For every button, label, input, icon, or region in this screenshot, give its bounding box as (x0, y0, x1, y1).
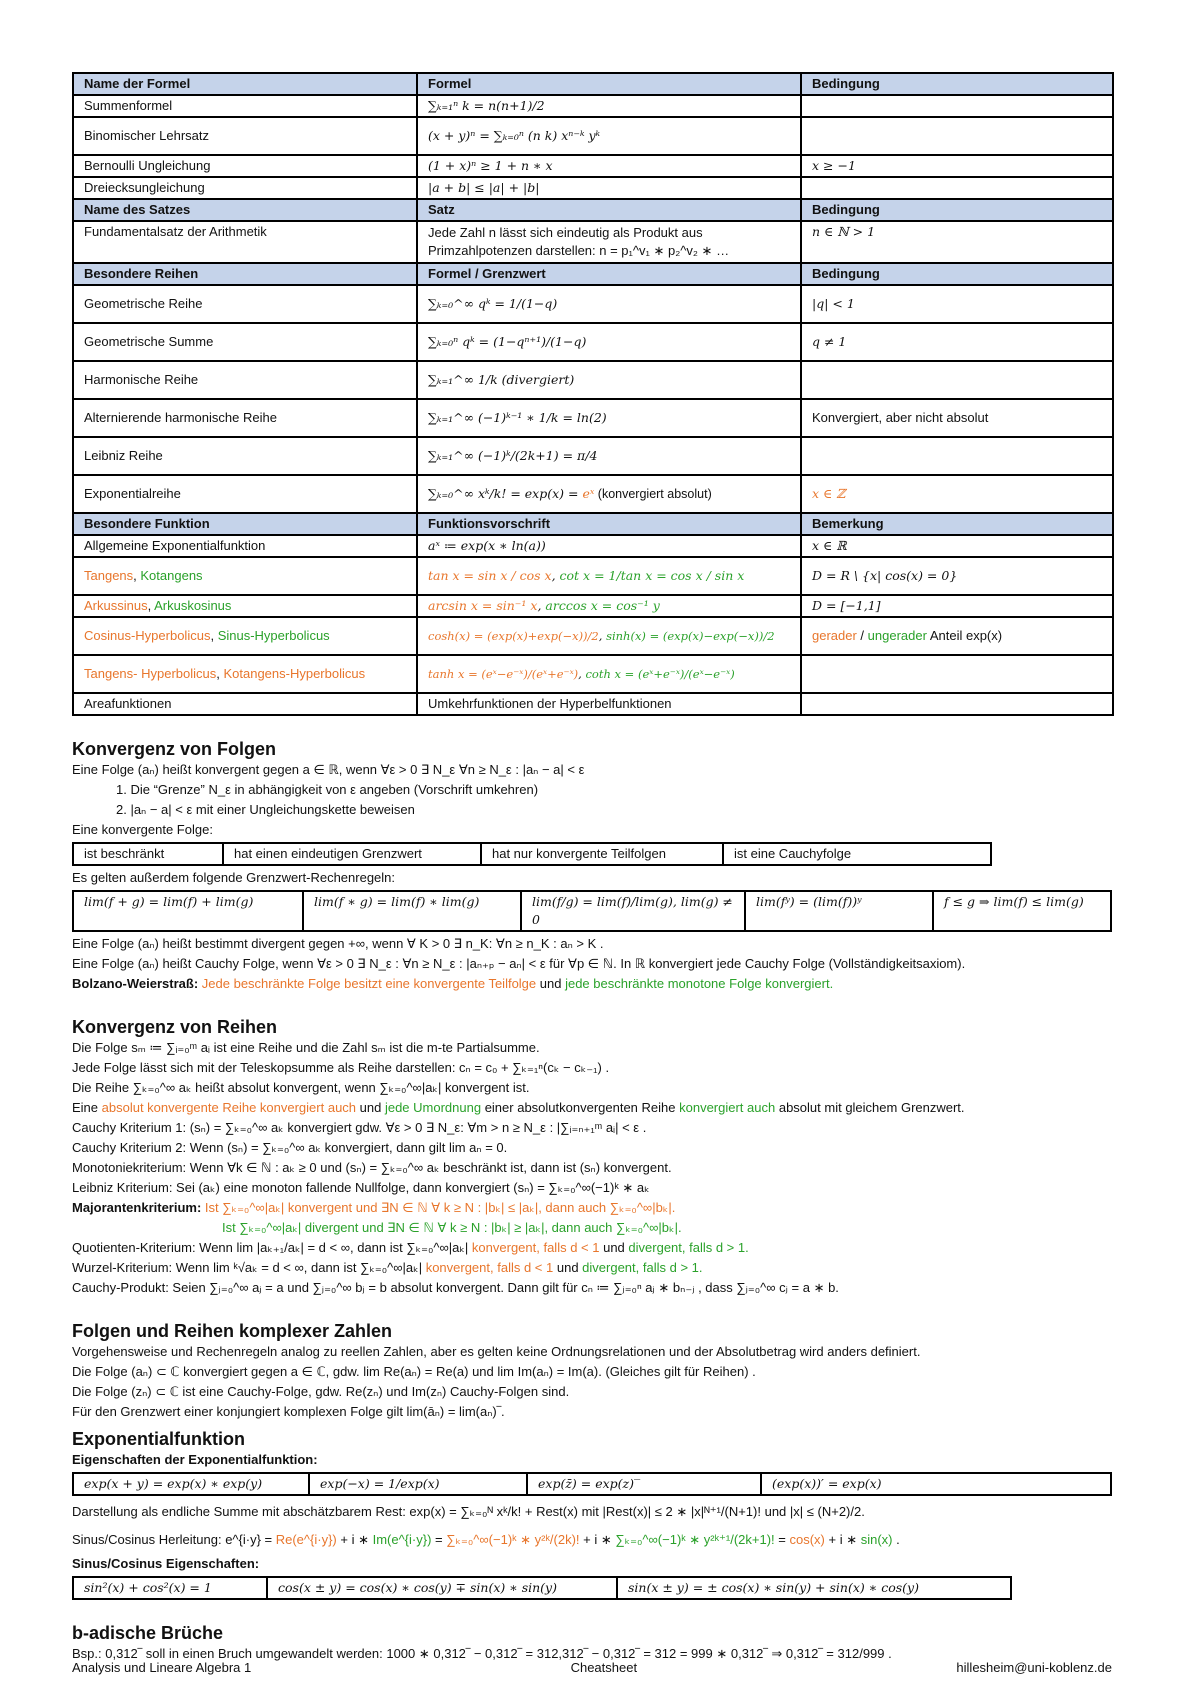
text-line: Sinus/Cosinus Eigenschaften: (72, 1556, 260, 1571)
text-line: Die Reihe ∑ₖ₌₀^∞ aₖ heißt absolut konvergent, wenn ∑ₖ₌₀^∞|aₖ| konvergent ist. (72, 1080, 530, 1095)
section-title: b-adische Brüche (72, 1623, 224, 1643)
condition-cell (801, 655, 1113, 693)
text-line: Darstellung als endliche Summe mit abschätzbarem Rest: exp(x) = ∑ₖ₌₀ᴺ xᵏ/k! + Rest(x) mit |Rest(x)| ≤ 2 ∗ |x|ᴺ⁺¹/(N+1)! und |x| ≤ (N+2)/2. (72, 1504, 865, 1519)
formula-cell: (x + y)ⁿ = ∑ₖ₌₀ⁿ (n k) xⁿ⁻ᵏ yᵏ (417, 117, 801, 155)
formula-cell (417, 475, 801, 513)
table-cell: Geometrische Summe (73, 323, 417, 361)
highlight-text: Re(e^{i·y}) (275, 1532, 337, 1547)
plain-text: + i ∗ (336, 1532, 373, 1547)
highlight-text: jede beschränkte monotone Folge konvergiert. (565, 976, 834, 991)
property-cell: ist eine Cauchyfolge (734, 846, 852, 861)
highlight-text: jede Umordnung (384, 1100, 482, 1115)
table-cell: Dreiecksungleichung (73, 177, 417, 199)
table-row (73, 285, 1113, 323)
footer-title: Cheatsheet (570, 1660, 638, 1675)
plain-text: Eine (72, 1100, 102, 1115)
table-row (73, 693, 1113, 715)
property-cell: hat nur konvergente Teilfolgen (482, 844, 724, 864)
formula-text: ∑ₖ₌₀^∞ xᵏ/k! = exp(x) = (428, 486, 583, 501)
condition-cell: gerader / ungerader Anteil exp(x) (801, 617, 1113, 655)
table-cell (801, 361, 1113, 399)
header-cell: Bedingung (801, 73, 1113, 95)
table-cell: Leibniz Reihe (73, 437, 417, 475)
table-row (73, 95, 1113, 117)
list-item: 2. |aₙ − a| < ε mit einer Ungleichungskette beweisen (116, 802, 415, 817)
highlight-text: konvergent, falls d < 1 (425, 1260, 554, 1275)
formula-cell: ∑ₖ₌₀^∞ qᵏ = 1/(1−q) (417, 285, 801, 323)
plain-text: und (599, 1240, 629, 1255)
text-line: Eine Folge (aₙ) heißt konvergent gegen a ∈ ℝ, wenn ∀ε > 0 ∃ N_ε ∀n ≥ N_ε : |aₙ − a| < ε (72, 762, 585, 777)
table-header-row (73, 199, 1113, 221)
formula-text: tanh x = (eˣ−e⁻ˣ)/(eˣ+e⁻ˣ) (428, 667, 579, 681)
formula-cell: Jede Zahl n lässt sich eindeutig als Produkt aus Primzahlpotenzen darstellen: n = p₁^v₁ ∗ p₂^v₂ ∗ … (417, 221, 801, 263)
table-cell (801, 117, 1113, 155)
plain-text: Sinus/Cosinus Herleitung: e^{i·y} = (72, 1532, 276, 1547)
formula-highlight: eˣ (582, 486, 595, 501)
condition-cell: n ∈ ℕ > 1 (801, 221, 1113, 263)
remark-text: ungerader (867, 628, 927, 643)
property-cell: exp(x + y) = exp(x) ∗ exp(y) (74, 1474, 310, 1494)
text-line: Bsp.: 0,312‾ soll in einen Bruch umgewandelt werden: 1000 ∗ 0,312‾ − 0,312‾ = 312,312‾ − 0,312‾ = 312 = 999 ∗ 0,312‾ ⇒ 0,312‾ = 312/999 . (72, 1646, 892, 1661)
table-row (73, 535, 1113, 557)
table-header-row (73, 73, 1113, 95)
formula-cell: aˣ ≔ exp(x ∗ ln(a)) (417, 535, 801, 557)
text-line: Die Folge (aₙ) ⊂ ℂ konvergiert gegen a ∈ ℂ, gdw. lim Re(aₙ) = Re(a) und lim Im(aₙ) = Im(a). (Gleiches gilt für Reihen) . (72, 1364, 756, 1379)
plain-text: und (553, 1260, 583, 1275)
text-line: Cauchy Kriterium 2: Wenn (sₙ) = ∑ₖ₌₀^∞ aₖ konvergiert, dann gilt lim aₙ = 0. (72, 1140, 508, 1155)
formula-cell: tan x = sin x / cos x, cot x = 1/tan x = cos x / sin x (417, 557, 801, 595)
document-page (72, 72, 1112, 1664)
exp-properties-box (72, 1472, 1112, 1496)
highlight-text: absolut konvergente Reihe konvergiert auch (101, 1100, 357, 1115)
text-line: Es gelten außerdem folgende Grenzwert-Rechenregeln: (72, 870, 396, 885)
table-cell: Areafunktionen (73, 693, 417, 715)
formula-text: cot x = 1/tan x = cos x / sin x (559, 568, 745, 583)
condition-cell: x ∈ ℝ (801, 535, 1113, 557)
text-line: Die Folge (zₙ) ⊂ ℂ ist eine Cauchy-Folge, gdw. Re(zₙ) und Im(zₙ) Cauchy-Folgen sind. (72, 1384, 570, 1399)
property-box (72, 842, 992, 866)
text-line (72, 1098, 1112, 1118)
text-line: Cauchy-Produkt: Seien ∑ⱼ₌₀^∞ aⱼ = a und ∑ⱼ₌₀^∞ bⱼ = b absolut konvergent. Dann gilt für cₙ ≔ ∑ⱼ₌₀ⁿ aⱼ ∗ bₙ₋ⱼ , dass ∑ⱼ₌₀^∞ cⱼ = a ∗ b. (72, 1280, 839, 1295)
formula-text: cosh(x) = (exp(x)+exp(−x))/2 (428, 629, 599, 643)
text-line: Ist ∑ₖ₌₀^∞|aₖ| divergent und ∃N ∈ ℕ ∀ k ≥ N : |bₖ| ≥ |aₖ|, dann auch ∑ₖ₌₀^∞|bₖ|. (222, 1220, 682, 1235)
highlight-text: konvergiert auch (679, 1100, 776, 1115)
formula-text: sinh(x) = (exp(x)−exp(−x))/2 (606, 629, 775, 643)
term-label: Bolzano-Weierstraß: (72, 976, 199, 991)
table-row (73, 221, 1113, 263)
formula-cell: |a + b| ≤ |a| + |b| (417, 177, 801, 199)
table-cell: Exponentialreihe (73, 475, 417, 513)
table-row (73, 399, 1113, 437)
condition-cell: x ≥ −1 (801, 155, 1113, 177)
plain-text: einer absolutkonvergenten Reihe (481, 1100, 680, 1115)
function-name: Tangens (84, 568, 134, 583)
header-cell: Satz (417, 199, 801, 221)
highlight-text: ∑ₖ₌₀^∞(−1)ᵏ ∗ y²ᵏ/(2k)! (446, 1532, 580, 1547)
section-title: Konvergenz von Folgen (72, 739, 277, 759)
text-line: Eine konvergente Folge: (72, 822, 213, 837)
remark-text: gerader (812, 628, 857, 643)
formula-cell: ∑ₖ₌₁^∞ (−1)ᵏ/(2k+1) = π/4 (417, 437, 801, 475)
section-folgen (72, 738, 1112, 994)
function-name: Sinus-Hyperbolicus (217, 628, 330, 643)
function-name: Tangens- Hyperbolicus (84, 666, 217, 681)
trig-properties-box (72, 1576, 1012, 1600)
table-row (73, 177, 1113, 199)
highlight-text: Jede beschränkte Folge besitzt eine konvergente Teilfolge (198, 976, 537, 991)
property-cell: exp(−x) = 1/exp(x) (310, 1474, 528, 1494)
table-row (73, 475, 1113, 513)
section-title: Folgen und Reihen komplexer Zahlen (72, 1321, 393, 1341)
table-cell (801, 437, 1113, 475)
text-line: Jede Folge lässt sich mit der Teleskopsumme als Reihe darstellen: cₙ = c₀ + ∑ₖ₌₁ⁿ(cₖ − cₖ₋₁) . (72, 1060, 610, 1075)
highlight-text: sin(x) (860, 1532, 893, 1547)
table-row (73, 617, 1113, 655)
section-badisch (72, 1622, 1112, 1664)
formula-cell: cosh(x) = (exp(x)+exp(−x))/2, sinh(x) = (exp(x)−exp(−x))/2 (417, 617, 801, 655)
plain-text: Wurzel-Kriterium: Wenn lim ᵏ√aₖ = d < ∞, dann ist ∑ₖ₌₀^∞|aₖ| (72, 1260, 426, 1275)
text-line: Monotoniekriterium: Wenn ∀k ∈ ℕ : aₖ ≥ 0 und (sₙ) = ∑ₖ₌₀^∞ aₖ beschränkt ist, dann ist (sₙ) konvergent. (72, 1160, 672, 1175)
header-cell: Name der Formel (73, 73, 417, 95)
plain-text: + i ∗ (579, 1532, 616, 1547)
table-cell: Umkehrfunktionen der Hyperbelfunktionen (417, 693, 801, 715)
page-footer (72, 1660, 1112, 1675)
highlight-text: ∑ₖ₌₀^∞(−1)ᵏ ∗ y²ᵏ⁺¹/(2k+1)! (615, 1532, 775, 1547)
table-cell: Geometrische Reihe (73, 285, 417, 323)
table-row (73, 437, 1113, 475)
table-cell: Tangens- Hyperbolicus, Kotangens-Hyperbolicus (73, 655, 417, 693)
rule-cell: lim(f/g) = lim(f)/lim(g), lim(g) ≠ 0 (522, 892, 746, 930)
text-line (72, 974, 1112, 994)
section-reihen (72, 1016, 1112, 1298)
rule-cell: lim(f ∗ g) = lim(f) ∗ lim(g) (304, 892, 522, 930)
function-name: Arkuskosinus (154, 598, 232, 613)
table-header-row (73, 263, 1113, 285)
highlight-text: divergent, falls d > 1. (628, 1240, 749, 1255)
function-name: Arkussinus (84, 598, 148, 613)
text-line: Eine Folge (aₙ) heißt Cauchy Folge, wenn ∀ε > 0 ∃ N_ε : ∀n ≥ N_ε : |aₙ₊ₚ − aₙ| < ε für ∀p ∈ ℕ. In ℝ konvergiert jede Cauchy Folge (Vollständigkeitsaxiom). (72, 956, 966, 971)
table-cell (801, 693, 1113, 715)
formula-cell: ∑ₖ₌₁ⁿ k = n(n+1)/2 (417, 95, 801, 117)
condition-cell: |q| < 1 (801, 285, 1113, 323)
header-cell: Formel / Grenzwert (417, 263, 801, 285)
formula-cell: ∑ₖ₌₀ⁿ qᵏ = (1−qⁿ⁺¹)/(1−q) (417, 323, 801, 361)
table-row (73, 595, 1113, 617)
property-cell: hat einen eindeutigen Grenzwert (224, 844, 482, 864)
text-line: Die Folge sₘ ≔ ∑ᵢ₌₀ᵐ aᵢ ist eine Reihe und die Zahl sₘ ist die m-te Partialsumme. (72, 1040, 540, 1055)
table-header-row (73, 513, 1113, 535)
header-cell: Besondere Reihen (73, 263, 417, 285)
header-cell: Funktionsvorschrift (417, 513, 801, 535)
text-line (72, 1258, 1112, 1278)
header-cell: Formel (417, 73, 801, 95)
highlight-text: divergent, falls d > 1. (582, 1260, 703, 1275)
text-line: Cauchy Kriterium 1: (sₙ) = ∑ₖ₌₀^∞ aₖ konvergiert gdw. ∀ε > 0 ∃ N_ε: ∀m > n ≥ N_ε : |∑ᵢ₌ₙ₊₁ᵐ aᵢ| < ε . (72, 1120, 647, 1135)
remark-text: Anteil exp(x) (926, 628, 1003, 643)
rule-cell: lim(f + g) = lim(f) + lim(g) (74, 892, 304, 930)
table-cell: Allgemeine Exponentialfunktion (73, 535, 417, 557)
property-cell: (exp(x))′ = exp(x) (772, 1476, 882, 1491)
plain-text: = (774, 1532, 790, 1547)
formula-text: coth x = (eˣ+e⁻ˣ)/(eˣ−e⁻ˣ) (585, 667, 735, 681)
table-cell: Arkussinus, Arkuskosinus (73, 595, 417, 617)
table-row (73, 655, 1113, 693)
term-label: Majorantenkriterium: (72, 1200, 202, 1215)
formula-text: tan x = sin x / cos x (428, 568, 552, 583)
plain-text: und (356, 1100, 385, 1115)
header-cell: Bedingung (801, 263, 1113, 285)
highlight-text: cos(x) (789, 1532, 825, 1547)
table-cell: Bernoulli Ungleichung (73, 155, 417, 177)
footer-email: hillesheim@uni-koblenz.de (956, 1660, 1112, 1675)
table-row (73, 323, 1113, 361)
header-cell: Bemerkung (801, 513, 1113, 535)
formula-cell: ∑ₖ₌₁^∞ 1/k (divergiert) (417, 361, 801, 399)
text-line: Vorgehensweise und Rechenregeln analog zu reellen Zahlen, aber es gelten keine Ordnungsrelationen und der Absolutbetrag wird anders definiert. (72, 1344, 921, 1359)
formula-text: (konvergiert absolut) (594, 487, 712, 501)
table-cell: Alternierende harmonische Reihe (73, 399, 417, 437)
table-cell: Harmonische Reihe (73, 361, 417, 399)
section-exp (72, 1428, 1112, 1600)
text-line: Eigenschaften der Exponentialfunktion: (72, 1452, 318, 1467)
list-item: 1. Die “Grenze” N_ε in abhängigkeit von ε angeben (Vorschrift umkehren) (116, 782, 539, 797)
rule-cell: lim(fʸ) = (lim(f))ʸ (746, 892, 934, 930)
plain-text: . (892, 1532, 900, 1547)
footer-course: Analysis und Lineare Algebra 1 (72, 1660, 252, 1675)
condition-cell: D = R \ {x| cos(x) = 0} (801, 557, 1113, 595)
property-cell: ist beschränkt (74, 844, 224, 864)
condition-cell: x ∈ ℤ (801, 475, 1113, 513)
section-title: Exponentialfunktion (72, 1429, 245, 1449)
text-line (72, 1530, 1112, 1550)
text-line: Eine Folge (aₙ) heißt bestimmt divergent gegen +∞, wenn ∀ K > 0 ∃ n_K: ∀n ≥ n_K : aₙ > K . (72, 936, 604, 951)
condition-cell: Konvergiert, aber nicht absolut (801, 399, 1113, 437)
table-row (73, 557, 1113, 595)
function-name: Cosinus-Hyperbolicus (84, 628, 211, 643)
header-cell: Name des Satzes (73, 199, 417, 221)
function-name: Kotangens (140, 568, 203, 583)
formula-text: arcsin x = sin⁻¹ x (428, 598, 538, 613)
rule-cell: f ≤ g ⇒ lim(f) ≤ lim(g) (944, 894, 1084, 909)
text-line (72, 1198, 1112, 1218)
section-title: Konvergenz von Reihen (72, 1017, 278, 1037)
function-name: Kotangens-Hyperbolicus (223, 666, 366, 681)
highlight-text: konvergent, falls d < 1 (471, 1240, 600, 1255)
table-cell: Tangens, Kotangens (73, 557, 417, 595)
header-cell: Besondere Funktion (73, 513, 417, 535)
property-cell: sin(x ± y) = ± cos(x) ∗ sin(y) + sin(x) ∗ cos(y) (628, 1580, 919, 1595)
table-cell: Fundamentalsatz der Arithmetik (73, 221, 417, 263)
rules-box (72, 890, 1112, 932)
formula-cell: (1 + x)ⁿ ≥ 1 + n ∗ x (417, 155, 801, 177)
plain-text: Quotienten-Kriterium: Wenn lim |aₖ₊₁/aₖ| = d < ∞, dann ist ∑ₖ₌₀^∞|aₖ| (72, 1240, 472, 1255)
table-row (73, 361, 1113, 399)
section-komplex (72, 1320, 1112, 1422)
formula-text: arccos x = cos⁻¹ y (545, 598, 660, 613)
text-line: Für den Grenzwert einer konjungiert komplexen Folge gilt lim(āₙ) = lim(aₙ)‾. (72, 1404, 505, 1419)
property-cell: cos(x ± y) = cos(x) ∗ cos(y) ∓ sin(x) ∗ sin(y) (268, 1578, 618, 1598)
text-line (72, 1238, 1112, 1258)
table-cell: Summenformel (73, 95, 417, 117)
table-cell (801, 95, 1113, 117)
condition-cell: q ≠ 1 (801, 323, 1113, 361)
condition-cell: D = [−1,1] (801, 595, 1113, 617)
formula-cell: ∑ₖ₌₁^∞ (−1)ᵏ⁻¹ ∗ 1/k = ln(2) (417, 399, 801, 437)
table-row (73, 155, 1113, 177)
highlight-text: Im(e^{i·y}) (372, 1532, 432, 1547)
plain-text: + i ∗ (824, 1532, 861, 1547)
table-cell (801, 177, 1113, 199)
header-cell: Bedingung (801, 199, 1113, 221)
formula-cell: arcsin x = sin⁻¹ x, arccos x = cos⁻¹ y (417, 595, 801, 617)
table-cell: Cosinus-Hyperbolicus, Sinus-Hyperbolicus (73, 617, 417, 655)
text-line: Leibniz Kriterium: Sei (aₖ) eine monoton fallende Nullfolge, dann konvergiert (sₙ) = ∑ₖ₌₀^∞(−1)ᵏ ∗ aₖ (72, 1180, 650, 1195)
table-cell: Binomischer Lehrsatz (73, 117, 417, 155)
property-cell: exp(z̄) = exp(z)‾ (528, 1474, 762, 1494)
formula-cell: tanh x = (eˣ−e⁻ˣ)/(eˣ+e⁻ˣ), coth x = (eˣ+e⁻ˣ)/(eˣ−e⁻ˣ) (417, 655, 801, 693)
property-cell: sin²(x) + cos²(x) = 1 (74, 1578, 268, 1598)
formula-table (72, 72, 1114, 716)
plain-text: und (536, 976, 566, 991)
plain-text: absolut mit gleichem Grenzwert. (775, 1100, 965, 1115)
plain-text: = (431, 1532, 447, 1547)
table-row (73, 117, 1113, 155)
highlight-text: Ist ∑ₖ₌₀^∞|aₖ| konvergent und ∃N ∈ ℕ ∀ k ≥ N : |bₖ| ≤ |aₖ|, dann auch ∑ₖ₌₀^∞|bₖ|. (201, 1200, 676, 1215)
